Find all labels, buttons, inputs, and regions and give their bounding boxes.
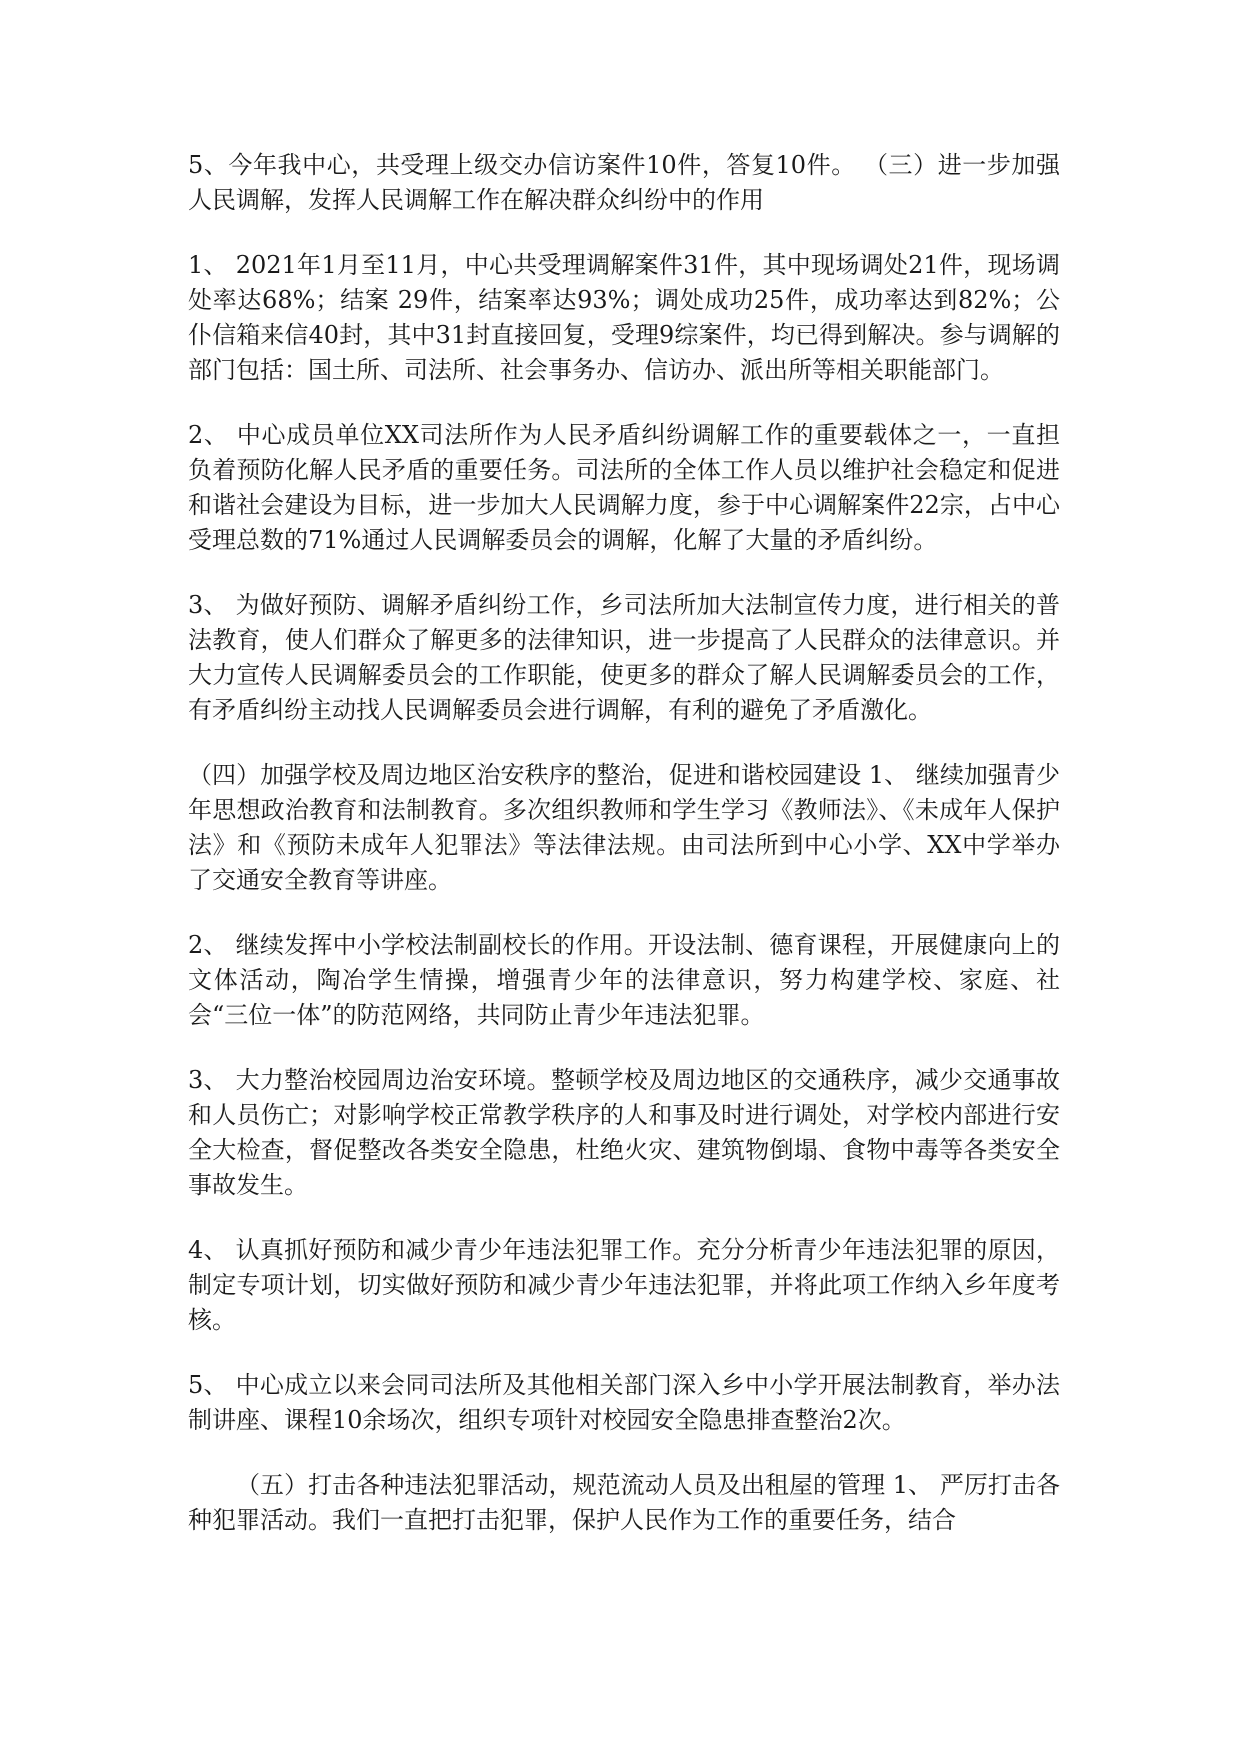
paragraph-legal-education-events: 5、 中心成立以来会同司法所及其他相关部门深入乡中小学开展法制教育，举办法制讲座、课程10余场次，组织专项针对校园安全隐患排查整治2次。	[188, 1371, 1060, 1434]
paragraph-campus-environment: 3、 大力整治校园周边治安环境。整顿学校及周边地区的交通秩序，减少交通事故和人员伤亡；对影响学校正常教学秩序的人和事及时进行调处，对学校内部进行安全大检查，督促整改各类安全隐患，杜绝火灾、建筑物倒塌、食物中毒等各类安全事故发生。	[188, 1066, 1060, 1199]
paragraph-crime-crackdown-section: （五）打击各种违法犯罪活动，规范流动人员及出租屋的管理 1、 严厉打击各种犯罪活动。我们一直把打击犯罪，保护人民作为工作的重要任务，结合	[188, 1471, 1060, 1534]
paragraph-school-security-section: （四）加强学校及周边地区治安秩序的整治，促进和谐校园建设 1、 继续加强青少年思想政治教育和法制教育。多次组织教师和学生学习《教师法》、《未成年人保护法》和《预防未成年人犯罪法》等法律法规。由司法所到中心小学、XX中学举办了交通安全教育等讲座。	[188, 761, 1060, 894]
paragraph-youth-crime-prevention: 4、 认真抓好预防和减少青少年违法犯罪工作。充分分析青少年违法犯罪的原因，制定专项计划，切实做好预防和减少青少年违法犯罪，并将此项工作纳入乡年度考核。	[188, 1236, 1060, 1334]
paragraph-mediation-statistics: 1、 2021年1月至11月，中心共受理调解案件31件，其中现场调处21件，现场调处率达68%；结案 29件，结案率达93%；调处成功25件，成功率达到82%；公仆信箱来信40封，其中31封直接回复，受理9综案件，均已得到解决。参与调解的部门包括：国土所、司法所、社会事务办、信访办、派出所等相关职能部门。	[188, 251, 1060, 384]
paragraph-complaint-cases: 5、今年我中心，共受理上级交办信访案件10件，答复10件。 （三）进一步加强人民调解，发挥人民调解工作在解决群众纠纷中的作用	[188, 151, 1060, 214]
paragraph-legal-publicity: 3、 为做好预防、调解矛盾纠纷工作，乡司法所加大法制宣传力度，进行相关的普法教育，使人们群众了解更多的法律知识，进一步提高了人民群众的法律意识。并大力宣传人民调解委员会的工作职能，使更多的群众了解人民调解委员会的工作，有矛盾纠纷主动找人民调解委员会进行调解，有利的避免了矛盾激化。	[188, 591, 1060, 724]
paragraph-vice-principal-role: 2、 继续发挥中小学校法制副校长的作用。开设法制、德育课程，开展健康向上的文体活动，陶冶学生情操，增强青少年的法律意识，努力构建学校、家庭、社会“三位一体”的防范网络，共同防止青少年违法犯罪。	[188, 931, 1060, 1029]
paragraph-judicial-office-mediation: 2、 中心成员单位XX司法所作为人民矛盾纠纷调解工作的重要载体之一，一直担负着预防化解人民矛盾的重要任务。司法所的全体工作人员以维护社会稳定和促进和谐社会建设为目标，进一步加大人民调解力度，参于中心调解案件22宗，占中心受理总数的71%通过人民调解委员会的调解，化解了大量的矛盾纠纷。	[188, 421, 1060, 554]
document-body	[188, 148, 1060, 1568]
